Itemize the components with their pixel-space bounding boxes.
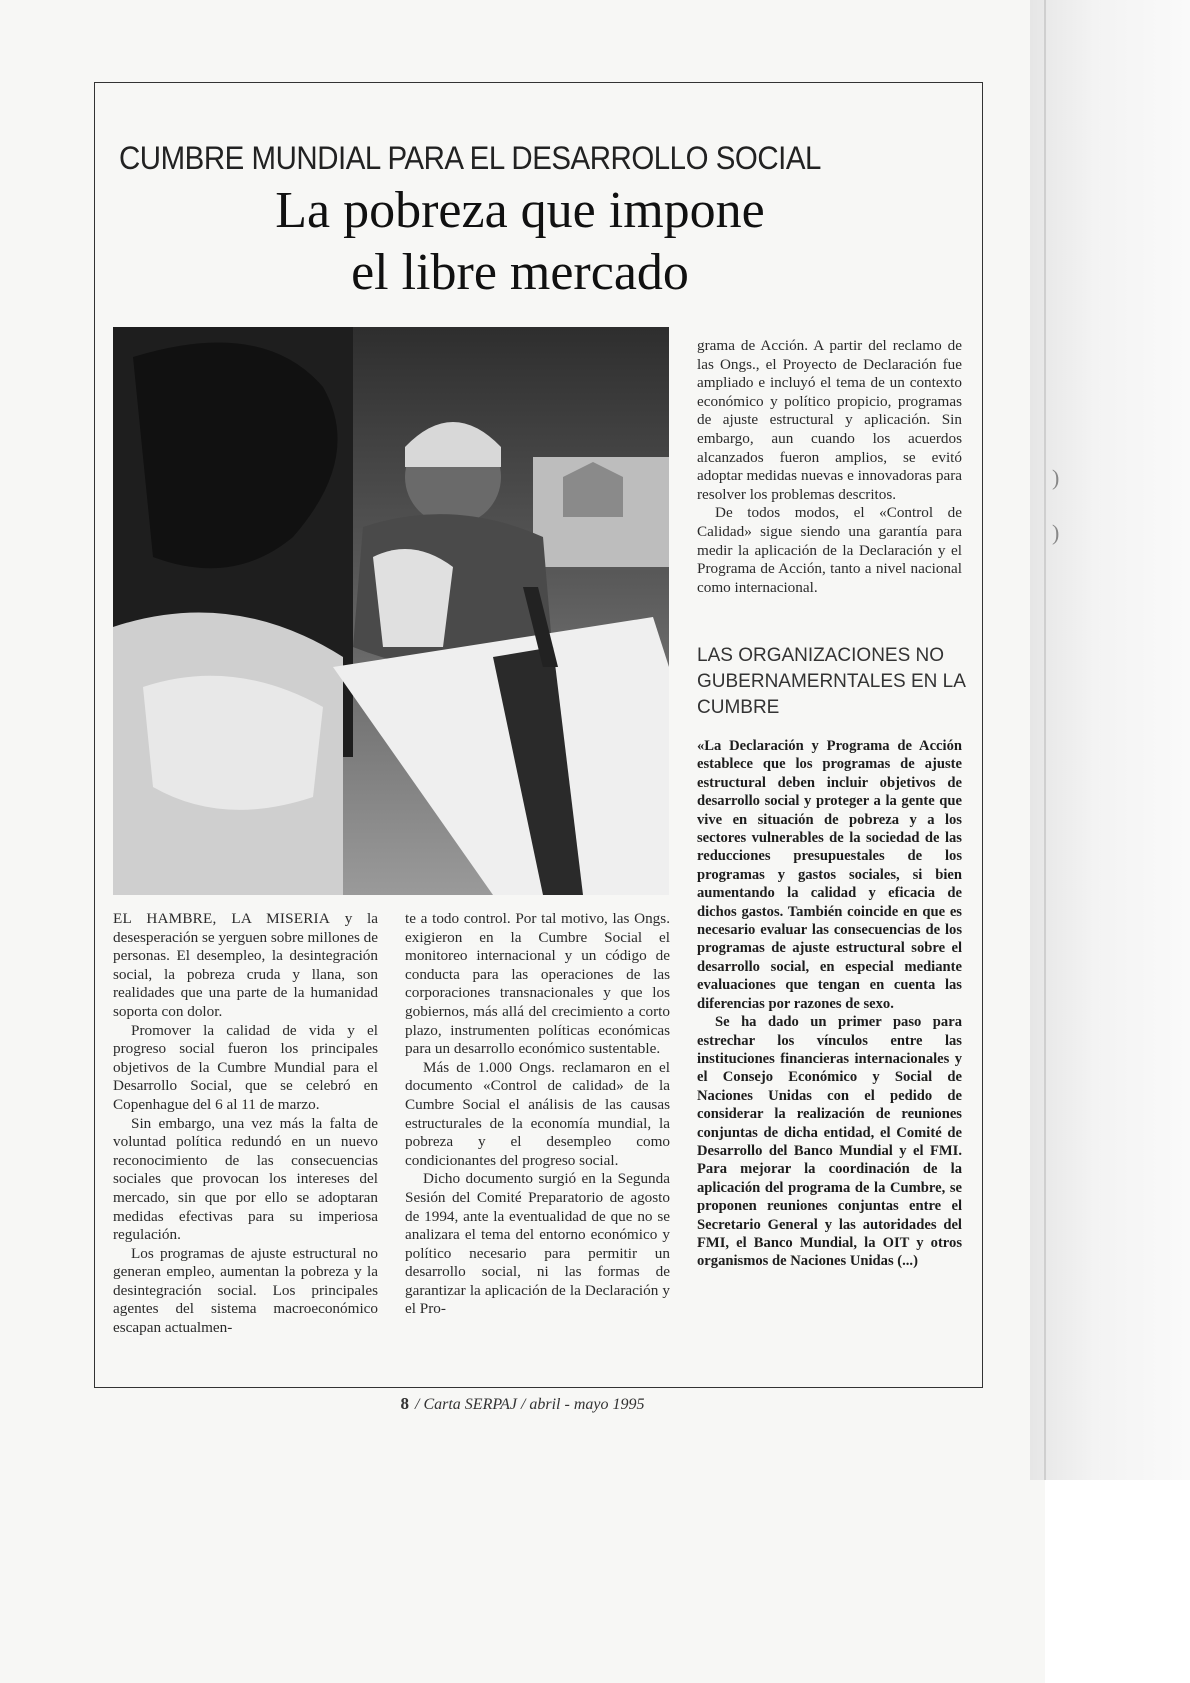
col2-paragraph-1: te a todo control. Por tal motivo, las Ongs. exigieron en la Cumbre Social el monitoreo internacional y un código de conducta para las operaciones de las corporaciones transnacionales y que los gobiernos, más allá del crecimiento a corto plazo, instrumenten políticas económicas para un desarrollo económico sustentable. [405,910,670,1058]
column-2 [405,910,670,1319]
page-footer [0,1394,1045,1414]
section-subhead: LAS ORGANIZACIONES NO GUBERNAMERNTALES EN LA CUMBRE [697,645,965,718]
col1-lead-smallcaps: EL HAMBRE, LA MISERIA [113,910,330,927]
col1-paragraph-3: Sin embargo, una vez más la falta de voluntad política redundó en un nuevo reconocimiento de las consecuencias sociales que provocan los intereses del mercado, sin que por ello se adoptaran medidas efectivas para su imperiosa regulación. [113,1114,378,1244]
photo-child-icon [113,327,669,895]
publication-line: / Carta SERPAJ / abril - mayo 1995 [415,1396,645,1413]
facing-page-edge [1030,0,1190,1480]
col3-paragraph-1: grama de Acción. A partir del reclamo de las Ongs., el Proyecto de Declaración fue ampliado e incluyó el tema de un contexto económico y político propicio, programas de ajuste estructural y aplicación. Sin embargo, aun cuando los acuerdos alcanzados fueron amplios, se evitó adoptar medidas nuevas e innovadoras para resolver los problemas descritos. [697,337,962,503]
page-edge-line [1044,0,1046,1480]
col1-paragraph-1 [113,910,378,1022]
col1-paragraph-2: Promover la calidad de vida y el progreso social fueron los principales objetivos de la Cumbre Mundial para el Desarrollo Social, que se celebró en Copenhague del 6 al 11 de marzo. [113,1021,378,1113]
margin-mark-icon: ) [1052,520,1060,545]
article-headline [180,180,860,304]
col2-paragraph-3: Dicho documento surgió en la Segunda Sesión del Comité Preparatorio de agosto de 1994, ante la eventualidad de que no se analizara el tema del entorno económico y político necesario para permitir un desarrollo social, ni las formas de garantizar la aplicación de la Declaración y el Pro- [405,1170,670,1318]
column-1 [113,910,378,1338]
col1-p1-rest: y la desesperación se yerguen sobre millones de personas. El desempleo, la desintegración social, la pobreza cruda y llana, son realidades que una parte de la humanidad soporta con dolor. [113,910,379,1020]
headline-line-1: La pobreza que impone [275,182,765,239]
col2-paragraph-2: Más de 1.000 Ongs. reclamaron en el documento «Control de calidad» de la Cumbre Social el análisis de las causas estructurales de la economía mundial, la pobreza y el desempleo como condicionantes del progreso social. [405,1058,670,1169]
column-3 [697,337,962,597]
column-3-bold [697,737,962,1271]
article-photo [113,327,669,895]
col3-bold-paragraph-1: «La Declaración y Programa de Acción establece que los programas de ajuste estructural deben incluir objetivos de desarrollo social y proteger a la gente que vive en situación de pobreza y a los sectores vulnerables de la sociedad de las reducciones presupuestales de los programas y gastos sociales, si bien aumentando la calidad y eficacia de dichos gastos. También coincide en que es necesario evaluar las consecuencias de los programas de ajuste estructural sobre el desarrollo social, en especial mediante evaluaciones que tengan en cuenta las diferencias por razones de sexo. [697,738,962,1012]
headline-line-2: el libre mercado [351,244,689,301]
page-number: 8 [400,1394,410,1413]
col3-paragraph-2: De todos modos, el «Control de Calidad» sigue siendo una garantía para medir la aplicación de la Declaración y el Programa de Acción, tanto a nivel nacional como internacional. [697,504,962,596]
article-kicker: CUMBRE MUNDIAL PARA EL DESARROLLO SOCIAL [119,140,821,176]
margin-mark-icon: ) [1052,465,1060,490]
col1-paragraph-4: Los programas de ajuste estructural no generan empleo, aumentan la pobreza y la desintegración social. Los principales agentes del sistema macroeconómico escapan actualmen- [113,1244,378,1337]
col3-bold-paragraph-2: Se ha dado un primer paso para estrechar los vínculos entre las instituciones financieras internacionales y el Consejo Económico y Social de Naciones Unidas con el pedido de considerar la realización de reuniones conjuntas de dicha entidad, el Comité de Desarrollo del Banco Mundial y el FMI. Para mejorar la coordinación de la aplicación del programa de la Cumbre, se proponen reuniones conjuntas entre el Secretario General y las autoridades del FMI, el Banco Mundial, la OIT y otros organismos de Naciones Unidas (...) [697,1014,962,1270]
